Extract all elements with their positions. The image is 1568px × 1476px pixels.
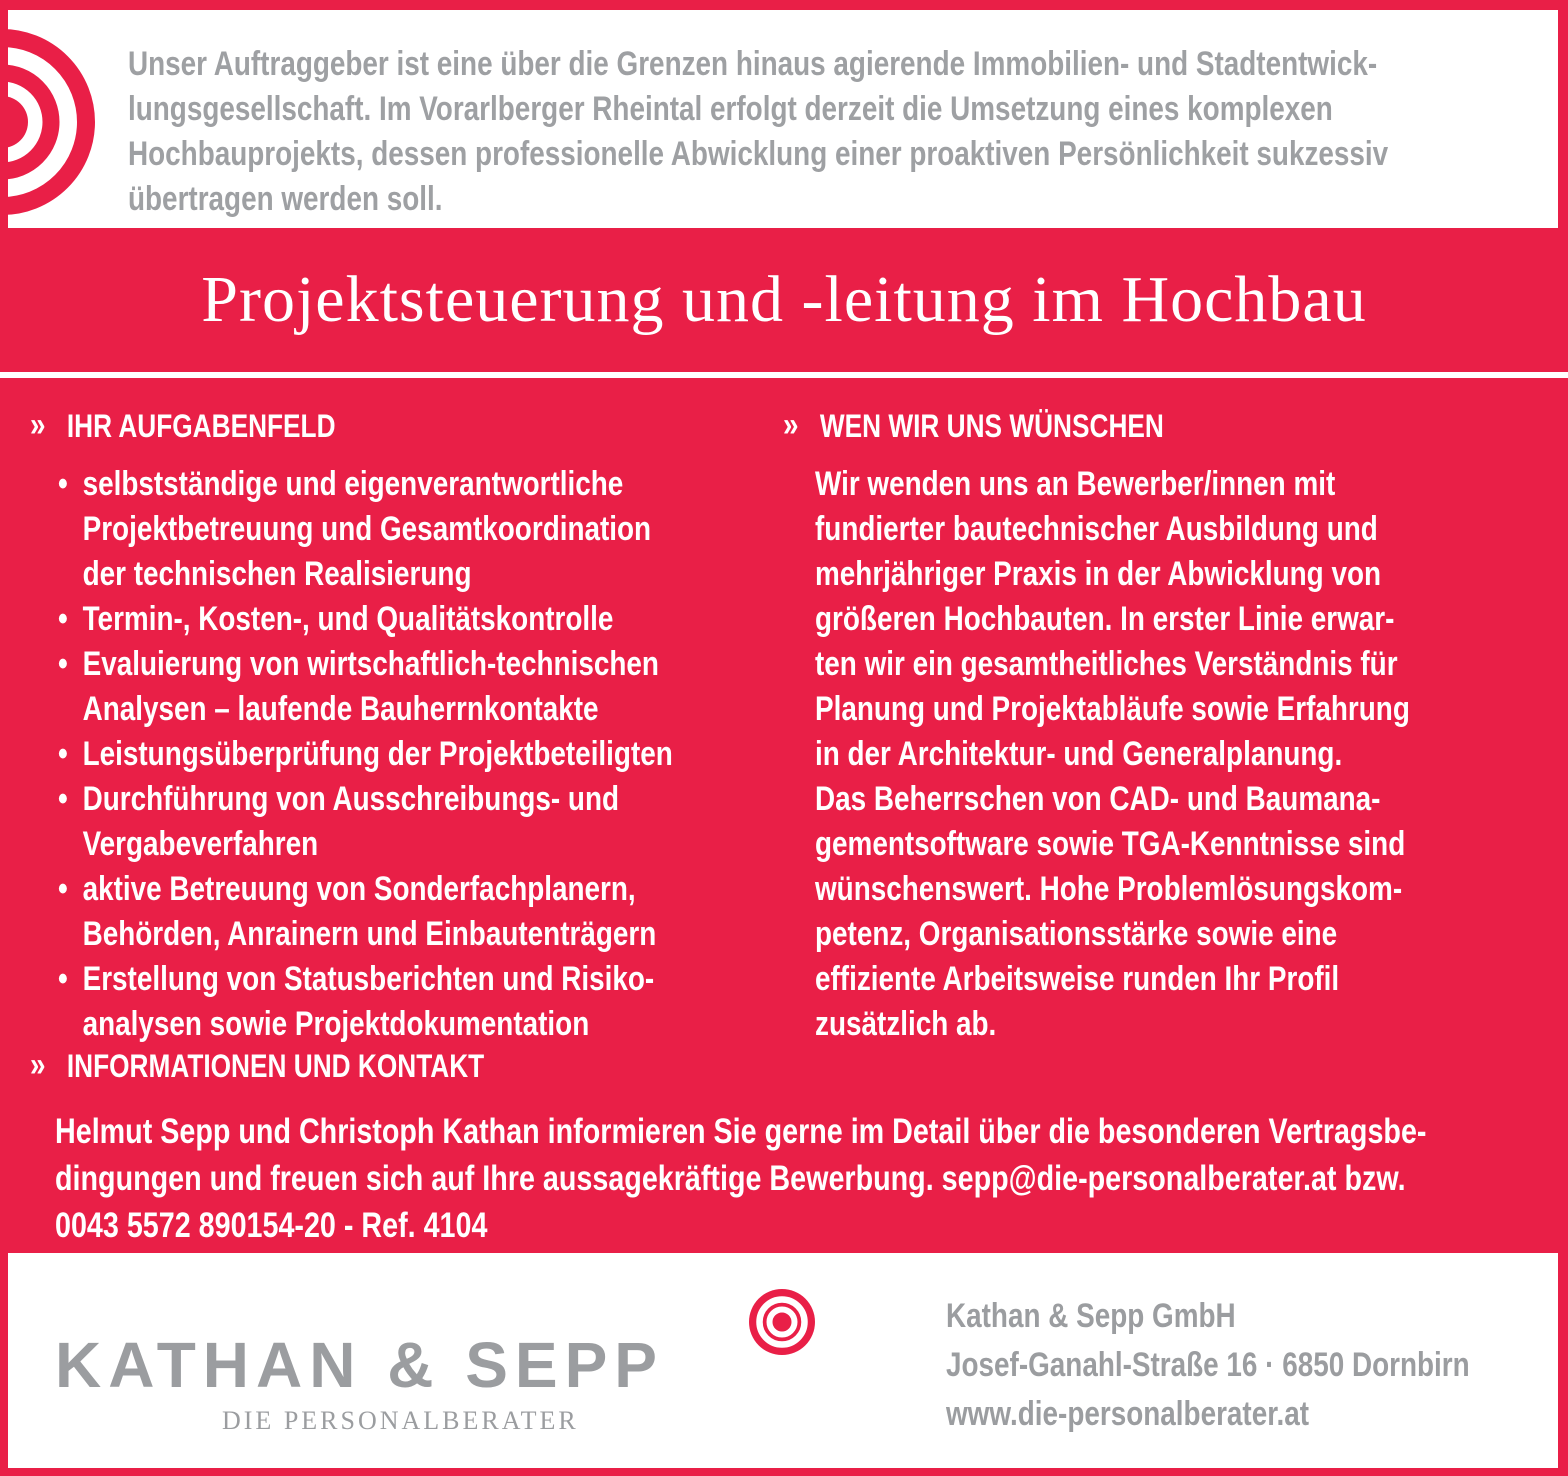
bullet-marker: • xyxy=(58,780,68,818)
bullet-marker: • xyxy=(58,465,68,503)
text-line: Hochbauprojekts, dessen professionelle Abwicklung einer proaktiven Persönlichkeit sukzessiv xyxy=(128,135,1389,173)
bullet-marker: • xyxy=(58,960,68,998)
text-line: 0043 5572 890154-20 - Ref. 4104 xyxy=(55,1206,488,1245)
text-line: Evaluierung von wirtschaftlich-technischen xyxy=(82,645,659,683)
bullet-text xyxy=(83,777,619,867)
bullet-item xyxy=(58,732,673,777)
bullet-text xyxy=(83,867,657,957)
text-line: Analysen – laufende Bauherrnkontakte xyxy=(82,690,599,728)
frame-border-bottom xyxy=(0,1468,1568,1476)
intro-paragraph xyxy=(128,42,1388,222)
text-line: aktive Betreuung von Sonderfachplanern, xyxy=(82,870,636,908)
text-line: analysen sowie Projektdokumentation xyxy=(82,1005,590,1043)
text-line: größeren Hochbauten. In erster Linie erwar- xyxy=(815,600,1395,638)
text-line: in der Architektur- und Generalplanung. xyxy=(815,735,1343,773)
text-line: selbstständige und eigenverantwortliche xyxy=(82,465,624,503)
text-line: Vergabeverfahren xyxy=(82,825,319,863)
chevron-icon: » xyxy=(783,406,797,444)
section-heading-label: INFORMATIONEN UND KONTAKT xyxy=(66,1048,485,1084)
text-line: wünschenswert. Hohe Problemlösungskom- xyxy=(815,870,1403,908)
text-line: dingungen und freuen sich auf Ihre aussagekräftige Bewerbung. sepp@die-personalberater.at bzw. xyxy=(55,1159,1406,1198)
text-line: ten wir ein gesamtheitliches Verständnis für xyxy=(815,645,1398,683)
bullet-marker: • xyxy=(58,645,68,683)
text-line: übertragen werden soll. xyxy=(128,180,443,218)
frame-border-top xyxy=(0,0,1568,10)
bullet-text xyxy=(83,462,651,597)
text-line: Planung und Projektabläufe sowie Erfahrung xyxy=(815,690,1410,728)
footer-website: www.die-personalberater.at xyxy=(946,1395,1310,1433)
bullet-marker: • xyxy=(58,600,68,638)
section-heading-wishes xyxy=(783,408,1164,444)
text-line: der technischen Realisierung xyxy=(82,555,472,593)
section-heading-tasks xyxy=(30,408,336,444)
text-line: Unser Auftraggeber ist eine über die Grenzen hinaus agierende Immobilien- und Stadtentwick- xyxy=(128,45,1378,83)
bullet-text xyxy=(83,957,655,1047)
footer-address-block xyxy=(946,1292,1470,1439)
bullet-text xyxy=(83,597,614,642)
bullet-item xyxy=(58,867,673,957)
text-line: fundierter bautechnischer Ausbildung und xyxy=(815,510,1378,548)
footer-street-address: Josef-Ganahl-Straße 16 · 6850 Dornbirn xyxy=(946,1346,1470,1384)
bullet-item xyxy=(58,597,673,642)
contact-paragraph xyxy=(55,1108,1426,1249)
bullseye-logo-icon xyxy=(0,10,110,228)
bullet-text xyxy=(83,732,673,777)
title-divider-rule xyxy=(0,372,1568,378)
text-line: Helmut Sepp und Christoph Kathan informieren Sie gerne im Detail über die besonderen Vertragsbe- xyxy=(55,1112,1427,1151)
text-line: mehrjähriger Praxis in der Abwicklung von xyxy=(815,555,1382,593)
chevron-icon: » xyxy=(30,1046,44,1084)
text-line: Termin-, Kosten-, und Qualitätskontrolle xyxy=(82,600,614,638)
text-line: zusätzlich ab. xyxy=(815,1005,997,1043)
text-line: Durchführung von Ausschreibungs- und xyxy=(82,780,620,818)
text-line: Das Beherrschen von CAD- und Baumana- xyxy=(815,780,1381,818)
footer-logo-wordmark: KATHAN & SEPP xyxy=(55,1329,664,1401)
footer-company-name: Kathan & Sepp GmbH xyxy=(946,1297,1236,1335)
bullet-item xyxy=(58,777,673,867)
text-line: petenz, Organisationsstärke sowie eine xyxy=(815,915,1338,953)
section-heading-contact xyxy=(30,1048,484,1084)
bullet-marker: • xyxy=(58,735,68,773)
text-line: Projektbetreuung und Gesamtkoordination xyxy=(82,510,652,548)
text-line: lungsgesellschaft. Im Vorarlberger Rheintal erfolgt derzeit die Umsetzung eines komplexen xyxy=(128,90,1333,128)
section-heading-label: IHR AUFGABENFELD xyxy=(66,408,336,444)
job-title: Projektsteuerung und -leitung im Hochbau xyxy=(201,263,1367,336)
footer-logo-tagline: DIE PERSONALBERATER xyxy=(222,1406,579,1435)
wishes-paragraph xyxy=(815,462,1410,1047)
text-line: Leistungsüberprüfung der Projektbeteiligten xyxy=(82,735,673,773)
bullet-item xyxy=(58,957,673,1047)
tasks-bullet-list xyxy=(58,462,673,1047)
text-line: Wir wenden uns an Bewerber/innen mit xyxy=(815,465,1336,503)
bullet-marker: • xyxy=(58,870,68,908)
bullet-item xyxy=(58,462,673,597)
chevron-icon: » xyxy=(30,406,44,444)
text-line: effiziente Arbeitsweise runden Ihr Profil xyxy=(815,960,1340,998)
text-line: Erstellung von Statusberichten und Risiko- xyxy=(82,960,655,998)
bullet-text xyxy=(83,642,659,732)
bullet-item xyxy=(58,642,673,732)
section-heading-label: WEN WIR UNS WÜNSCHEN xyxy=(819,408,1164,444)
text-line: gementsoftware sowie TGA-Kenntnisse sind xyxy=(815,825,1406,863)
bullseye-logo-small-icon xyxy=(748,1288,816,1356)
text-line: Behörden, Anrainern und Einbautenträgern xyxy=(82,915,657,953)
